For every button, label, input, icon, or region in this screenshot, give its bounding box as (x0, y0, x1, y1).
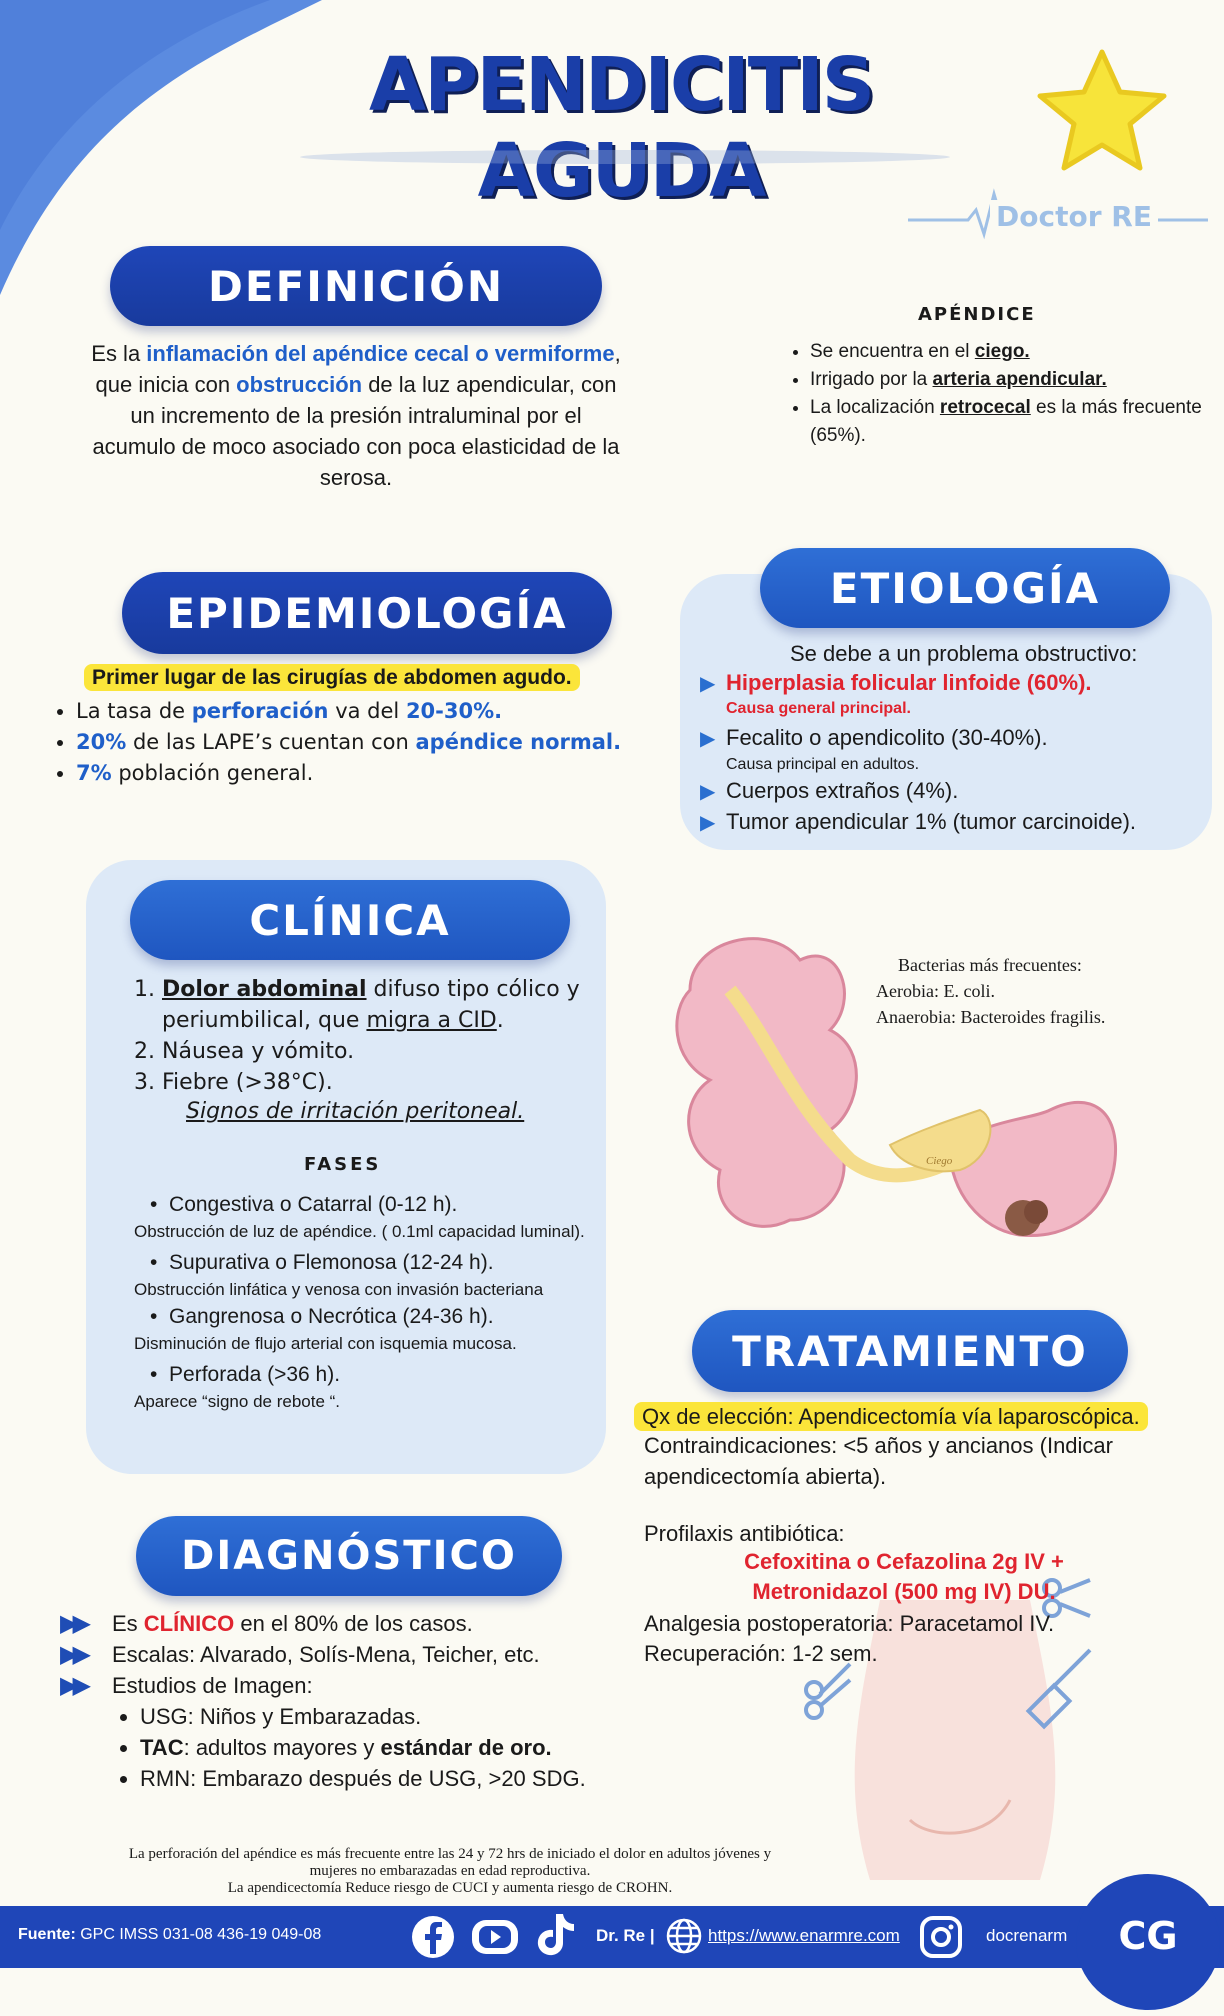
tiktok-icon[interactable] (534, 1910, 578, 1960)
title-underline-shadow (300, 150, 950, 164)
globe-icon (664, 1916, 704, 1956)
double-arrow-icon: ▶▶ (60, 1672, 85, 1699)
facebook-icon[interactable] (410, 1914, 456, 1960)
list-item: ▶▶ Escalas: Alvarado, Solís-Mena, Teicher, etc. (60, 1641, 540, 1668)
brand-name: Doctor RE (990, 200, 1158, 233)
list-item: • La localización retrocecal es la más frecuente (65%). (810, 394, 1210, 450)
tratamiento-abx2: Metronidazol (500 mg IV) DU. (752, 1579, 1056, 1604)
bacterias-box (876, 952, 1105, 1030)
arrow-icon: ▶ (700, 812, 716, 834)
fases-list (134, 1190, 604, 1414)
diagnostico-heading: DIAGNÓSTICO (136, 1516, 562, 1596)
apendice-list (782, 338, 1210, 450)
tratamiento-abx1: Cefoxitina o Cefazolina 2g IV + (744, 1549, 1064, 1574)
tratamiento-qx: Qx de elección: Apendicectomía vía laparoscópica. (634, 1404, 1148, 1430)
footer-url-link[interactable]: https://www.enarmre.com (708, 1926, 900, 1945)
list-item: • Se encuentra en el ciego. (810, 338, 1210, 366)
arrow-icon: ▶ (700, 728, 716, 750)
fase-desc: Aparece “signo de rebote “. (134, 1392, 341, 1411)
bacterias-aerobia: Aerobia: E. coli. (876, 981, 995, 1001)
list-item: • La tasa de perforación va del 20-30%. (76, 696, 716, 727)
ciego-label: Ciego (926, 1155, 953, 1167)
double-arrow-icon: ▶▶ (60, 1610, 85, 1637)
page-title: APENDICITIS AGUDA (368, 42, 874, 214)
etiologia-list (700, 668, 1200, 838)
list-item: • USG: Niños y Embarazadas. (140, 1701, 620, 1732)
list-item: • Gangrenosa o Necrótica (24-36 h). (150, 1305, 494, 1328)
epidemiologia-list (48, 696, 716, 789)
fase-desc: Disminución de flujo arterial con isquemia mucosa. (134, 1334, 517, 1353)
etiologia-sub: Causa general principal. (726, 700, 911, 717)
footer-source: Fuente: GPC IMSS 031-08 436-19 049-08 (18, 1926, 322, 1943)
list-item: ▶▶ Es CLÍNICO en el 80% de los casos. (60, 1610, 473, 1637)
arrow-icon: ▶ (700, 781, 716, 803)
list-item: • Congestiva o Catarral (0-12 h). (150, 1193, 458, 1216)
definicion-text: Es la inflamación del apéndice cecal o vermiforme, que inicia con obstrucción de la luz apendicular, con un incremento de la presión intraluminal por el acumulo de moco asociado con poca elasticidad de la serosa. (91, 341, 621, 490)
list-item: • RMN: Embarazo después de USG, >20 SDG. (140, 1763, 620, 1794)
etiologia-sub: Causa principal en adultos. (726, 756, 920, 773)
youtube-icon[interactable] (470, 1914, 520, 1960)
arrow-icon: ▶ (700, 673, 716, 695)
apendice-title: APÉNDICE (918, 304, 1036, 325)
list-item: ▶ Fecalito o apendicolito (30-40%). (700, 723, 1200, 754)
list-item: • Perforada (>36 h). (150, 1363, 341, 1386)
list-item: 2. Náusea y vómito. (162, 1036, 642, 1067)
fase-desc: Obstrucción de luz de apéndice. ( 0.1ml capacidad luminal). (134, 1222, 585, 1241)
imagen-list (60, 1701, 620, 1794)
list-item: ▶ Hiperplasia folicular linfoide (60%). (700, 668, 1200, 699)
tratamiento-analgesia: Analgesia postoperatoria: Paracetamol IV. (644, 1611, 1055, 1636)
tratamiento-profilaxis: Profilaxis antibiótica: (644, 1521, 845, 1546)
list-item: 1. Dolor abdominal difuso tipo cólico y periumbilical, que migra a CID. (162, 974, 642, 1036)
clinica-list (120, 974, 642, 1098)
epidemiologia-highlight: Primer lugar de las cirugías de abdomen agudo. (84, 666, 580, 690)
definicion-heading: DEFINICIÓN (110, 246, 602, 326)
epidemiologia-heading: EPIDEMIOLOGÍA (122, 572, 612, 654)
tratamiento-heading: TRATAMIENTO (692, 1310, 1128, 1392)
list-item: • TAC: adultos mayores y estándar de oro. (140, 1732, 620, 1763)
list-item: • 7% población general. (76, 758, 716, 789)
footer-handle: docrenarm (986, 1926, 1068, 1945)
clinica-heading: CLÍNICA (130, 880, 570, 960)
list-item: ▶ Tumor apendicular 1% (tumor carcinoide). (700, 807, 1200, 838)
list-item: ▶▶ Estudios de Imagen: (60, 1672, 313, 1699)
double-arrow-icon: ▶▶ (60, 1641, 85, 1668)
scissors-icon (800, 1660, 860, 1720)
list-item: • 20% de las LAPE’s cuentan con apéndice normal. (76, 727, 716, 758)
bacterias-title: Bacterias más frecuentes: (898, 955, 1082, 975)
tratamiento-contra: Contraindicaciones: <5 años y ancianos (Indicar apendicectomía abierta). (644, 1433, 1113, 1489)
clinica-signos: Signos de irritación peritoneal. (186, 1099, 525, 1124)
bacterias-anaerobia: Anaerobia: Bacteroides fragilis. (876, 1007, 1106, 1027)
cg-badge: CG (1076, 1874, 1220, 2010)
list-item: ▶ Cuerpos extraños (4%). (700, 776, 1200, 807)
fase-desc: Obstrucción linfática y venosa con invasión bacteriana (134, 1280, 544, 1299)
instagram-icon[interactable] (918, 1914, 964, 1960)
etiologia-heading: ETIOLOGÍA (760, 548, 1170, 628)
list-item: 3. Fiebre (>38°C). (162, 1067, 642, 1098)
footnote: La perforación del apéndice es más frecuente entre las 24 y 72 hrs de iniciado el dolor en adultos jóvenes y mujeres no embarazadas en edad reproductiva. La apendicectomía Reduce riesgo de CUCI y aumenta riesgo de CROHN. (128, 1846, 772, 1896)
star-icon (1032, 46, 1172, 176)
list-item: • Irrigado por la arteria apendicular. (810, 366, 1210, 394)
tratamiento-recuperacion: Recuperación: 1-2 sem. (644, 1641, 878, 1666)
etiologia-intro: Se debe a un problema obstructivo: (790, 641, 1138, 666)
list-item: • Supurativa o Flemonosa (12-24 h). (150, 1251, 494, 1274)
fases-title: FASES (304, 1154, 382, 1175)
diagnostico-list (60, 1608, 640, 1794)
footer-drre: Dr. Re | (596, 1926, 655, 1945)
